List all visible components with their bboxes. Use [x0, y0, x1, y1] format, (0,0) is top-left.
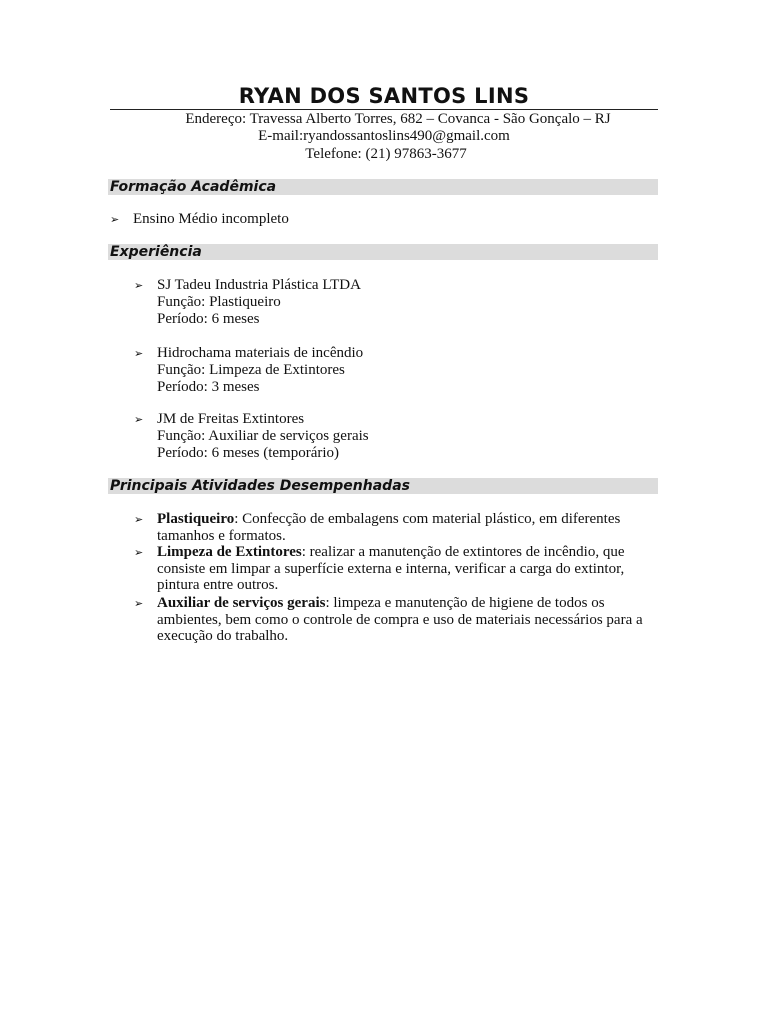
arrow-bullet-icon: ➢: [134, 413, 144, 426]
job-role: Função: Limpeza de Extintores: [157, 362, 345, 378]
address-line: Endereço: Travessa Alberto Torres, 682 – Covanca - São Gonçalo – RJ: [185, 111, 611, 127]
activity-desc: : realizar a manutenção de extintores de incêndio, que consiste em limpar a superfície externa e interna, verificar a carga do extintor, pintura entre outros.: [157, 544, 625, 593]
job-role: Função: Plastiqueiro: [157, 294, 281, 310]
job-company: JM de Freitas Extintores: [157, 411, 305, 427]
arrow-bullet-icon: ➢: [134, 597, 144, 610]
job-role: Função: Auxiliar de serviços gerais: [157, 428, 369, 444]
job-period: Período: 6 meses (temporário): [157, 445, 340, 461]
section-experience-title: Experiência: [108, 244, 658, 260]
activity-item: [157, 595, 659, 645]
job-period: Período: 3 meses: [157, 379, 260, 395]
header-divider: [110, 109, 658, 110]
job-entry: [157, 345, 363, 396]
activity-term: Limpeza de Extintores: [157, 544, 302, 560]
job-company: Hidrochama materiais de incêndio: [157, 345, 364, 361]
activity-desc: : Confecção de embalagens com material plástico, em diferentes tamanhos e formatos.: [157, 511, 621, 544]
job-entry: [157, 277, 361, 328]
arrow-bullet-icon: ➢: [134, 546, 144, 559]
arrow-bullet-icon: ➢: [134, 347, 144, 360]
education-item: Ensino Médio incompleto: [133, 211, 289, 227]
activity-term: Auxiliar de serviços gerais: [157, 595, 326, 611]
email-line: E-mail:ryandossantoslins490@gmail.com: [258, 128, 510, 144]
activity-item: [157, 511, 659, 544]
arrow-bullet-icon: ➢: [134, 279, 144, 292]
job-entry: [157, 411, 369, 462]
activity-item: [157, 544, 659, 594]
phone-line: Telefone: (21) 97863-3677: [305, 146, 467, 162]
job-company: SJ Tadeu Industria Plástica LTDA: [157, 277, 361, 293]
arrow-bullet-icon: ➢: [134, 513, 144, 526]
section-education-title: Formação Acadêmica: [108, 179, 658, 195]
section-activities-title: Principais Atividades Desempenhadas: [108, 478, 658, 494]
activity-term: Plastiqueiro: [157, 511, 235, 527]
resume-name: RYAN DOS SANTOS LINS: [238, 84, 530, 108]
job-period: Período: 6 meses: [157, 311, 260, 327]
arrow-bullet-icon: ➢: [110, 213, 120, 226]
activity-desc: : limpeza e manutenção de higiene de todos os ambientes, bem como o controle de compra e uso de materiais necessários para a execução do trabalho.: [157, 595, 643, 644]
